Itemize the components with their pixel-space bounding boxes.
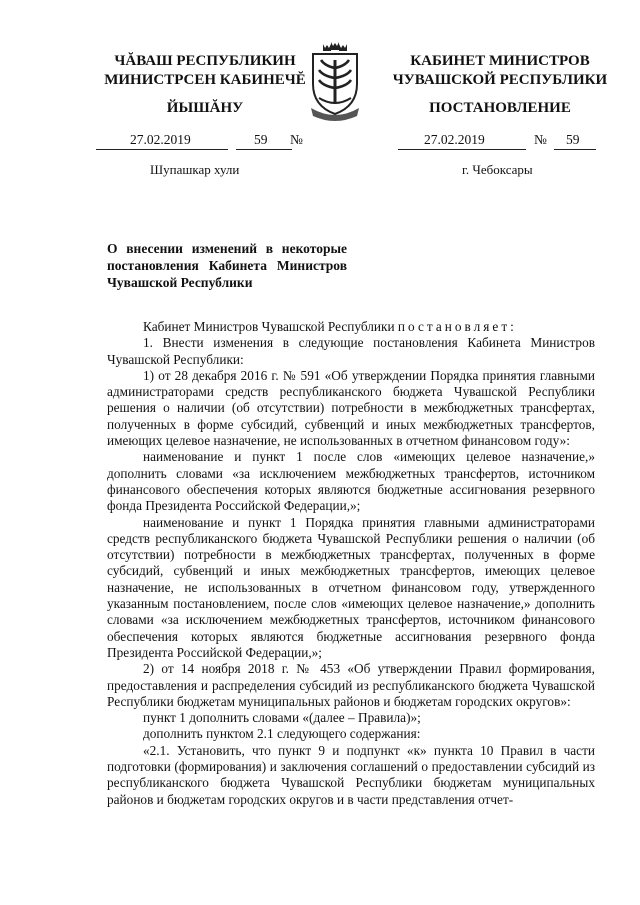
right-date: 27.02.2019: [424, 132, 485, 147]
paragraph-2: 1) от 28 декабря 2016 г. № 591 «Об утверждении Порядка принятия главными администраторами средств республиканского бюджета Чувашской Республики решения о наличии (об отсутствии) потребности в межбюджетных трансфертах, полученных в форме субсидий, субвенций и иных межбюджетных трансфертов, имеющих целевое назначение, не использованных в отчетном финансовом году»:: [107, 367, 595, 449]
paragraph-4: наименование и пункт 1 Порядка принятия главными администраторами средств республиканского бюджета Чувашской Республики решения о наличии (об отсутствии) потребности в межбюджетных трансфертах, полученных в форме субсидий, субвенций и иных межбюджетных трансфертов, имеющих целевое назначение, не использованных в отчетном финансовом году, утвержденного указанным постановлением, после слов «имеющих целевое назначение,» дополнить словами «за исключением межбюджетных трансфертов, источником финансового обеспечения которых являются бюджетные ассигнования резервного фонда Президента Российской Федерации,»;: [107, 514, 595, 660]
left-org-line1: ЧĂВАШ РЕСПУБЛИКИН: [114, 53, 296, 69]
left-doc-type: ЙЫШĂНУ: [166, 100, 244, 116]
left-date-underline: [96, 149, 228, 150]
right-org-name: [380, 52, 620, 90]
paragraph-6: пункт 1 дополнить словами «(далее – Правила)»;: [143, 710, 421, 726]
right-org-line1: КАБИНЕТ МИНИСТРОВ: [410, 53, 590, 69]
paragraph-8: «2.1. Установить, что пункт 9 и подпункт «к» пункта 10 Правил в части подготовки (формирования) и заключения соглашений о предоставлении субсидий из республиканского бюджета Чувашской Республики бюджетам муниципальных районов и бюджетам городских округов и в части представления отчет-: [107, 742, 595, 807]
paragraph-5: 2) от 14 ноября 2018 г. № 453 «Об утверждении Правил формирования, предоставления и распределения субсидий из республиканского бюджета Чувашской Республики бюджетам муниципальных районов и бюджетам городских округов»:: [107, 661, 595, 709]
left-org-name: [100, 52, 310, 90]
right-number: 59: [566, 132, 580, 147]
right-date-underline: [398, 149, 526, 150]
left-place: Шупашкар хули: [150, 162, 240, 177]
left-number-sign: №: [290, 132, 303, 147]
paragraph-1: 1. Внести изменения в следующие постановления Кабинета Министров Чувашской Республики:: [107, 335, 595, 367]
left-number: 59: [254, 132, 268, 147]
paragraph-7: дополнить пунктом 2.1 следующего содержания:: [143, 726, 421, 742]
left-org-line2: МИНИСТРСЕН КАБИНЕЧĔ: [104, 72, 306, 88]
left-date: 27.02.2019: [130, 132, 191, 147]
intro-paragraph: [107, 319, 595, 335]
intro-spaced-word: постановляет:: [397, 319, 517, 334]
right-place: г. Чебоксары: [462, 162, 533, 177]
right-number-sign: №: [534, 132, 547, 147]
right-number-underline: [554, 149, 596, 150]
right-org-line2: ЧУВАШСКОЙ РЕСПУБЛИКИ: [392, 72, 608, 88]
intro-text: Кабинет Министров Чувашской Республики: [143, 319, 398, 334]
left-number-underline: [236, 149, 292, 150]
right-doc-type: ПОСТАНОВЛЕНИЕ: [429, 100, 571, 116]
paragraph-3: наименование и пункт 1 после слов «имеющих целевое назначение,» дополнить словами «за исключением межбюджетных трансфертов, источником финансового обеспечения которых являются бюджетные ассигнования резервного фонда Президента Российской Федерации,»;: [107, 449, 595, 514]
document-title: О внесении изменений в некоторые постановления Кабинета Министров Чувашской Республики: [107, 241, 347, 290]
emblem-icon: [307, 40, 363, 122]
document-body: [107, 319, 595, 808]
